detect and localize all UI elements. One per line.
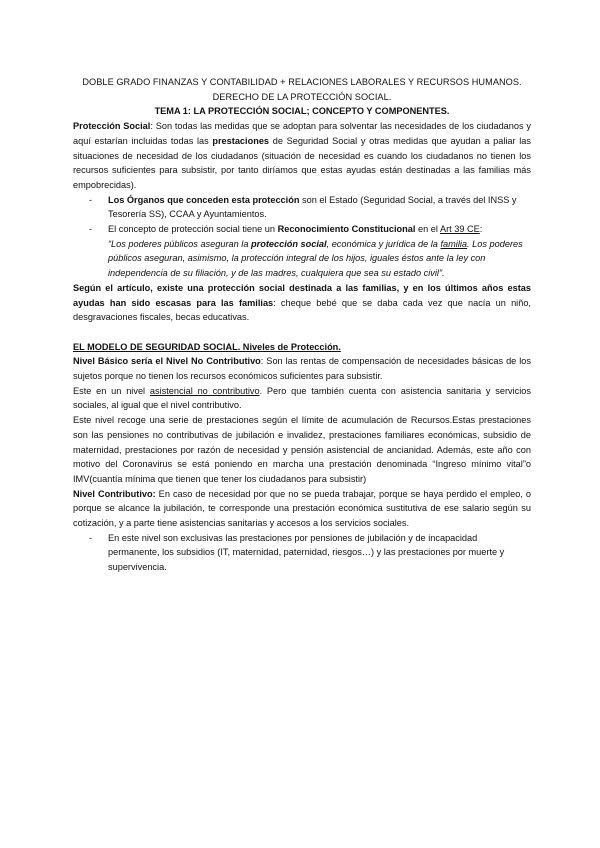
list-item-organos: - Los Órganos que conceden esta protección son el Estado (Seguridad Social, a través del INSS y Tesorería SS), CCAA y Ayuntamientos.: [108, 193, 531, 222]
article-reference: Art 39 CE: [439, 224, 480, 235]
paragraph-proteccion-social: Protección Social: Son todas las medidas que se adoptan para solventar las necesidades de los ciudadanos y aquí estarían incluidas todas las prestaciones de Seguridad Social y otras medidas que ayudan a paliar las situaciones de necesidad de los ciudadanos (situación de necesidad es cuando los ciudadanos no tienen los recursos suficientes para subsistir, por tanto diríamos que estas ayudas están destinadas a las familias más empobrecidas).: [73, 121, 531, 190]
paragraph-prestaciones: Este nivel recoge una serie de prestaciones según el límite de acumulación de Recursos.Estas prestaciones son las pensiones no contributivas de jubilación e invalidez, prestaciones familiares económicas, subsidio de maternidad, prestaciones por razón de necesidad y pensión asistencial de ancianidad. Además, este año con motivo del Coronavirus se está poniendo en marcha una prestación denominada “Ingreso mínimo vital”o IMV(cuantía mínima que tienen que tener los ciudadanos para subsistir): [73, 415, 531, 484]
header-course: DERECHO DE LA PROTECCIÓN SOCIAL.: [212, 91, 392, 102]
header-degree: DOBLE GRADO FINANZAS Y CONTABILIDAD + RELACIONES LABORALES Y RECURSOS HUMANOS.: [82, 77, 522, 87]
header-topic: TEMA 1: LA PROTECCIÓN SOCIAL; CONCEPTO Y COMPONENTES.: [154, 106, 450, 117]
paragraph-nivel-basico: Nivel Básico sería el Nivel No Contributivo: Son las rentas de compensación de necesidades básicas de los sujetos porque no tienen los recursos económicos suficientes para subsistir.: [73, 356, 531, 382]
list-item-reconocimiento: - El concepto de protección social tiene un Reconocimiento Constitucional en el Art 39 CE: “Los poderes públicos aseguran la protección social, económica y jurídica de la familia. Los poderes públicos aseguran, asimismo, la protección integral de los hijos, iguales éstos ante la ley con independencia de su filiación, y de las madres, cualquiera que sea su estado civil”.: [108, 222, 531, 281]
list-item-exclusivas: - En este nivel son exclusivas las prestaciones por pensiones de jubilación y de incapacidad permanente, los subsidios (IT, maternidad, paternidad, riesgos…) y las prestaciones por muerte y supervivencia.: [108, 531, 531, 575]
constitution-quote: “Los poderes públicos aseguran la protección social, económica y jurídica de la familia. Los poderes públicos aseguran, asimismo, la protección integral de los hijos, iguales éstos ante la ley con independencia de su filiación, y de las madres, cualquiera que sea su estado civil”.: [108, 238, 523, 279]
term-proteccion-social: Protección Social: [73, 121, 151, 132]
paragraph-nivel-asistencial: Este en un nivel asistencial no contributivo. Pero que también cuenta con asistencia sanitaria y servicios sociales, al igual que el nivel contributivo.: [73, 385, 531, 411]
list-contributivo: [73, 531, 531, 575]
document-page: [73, 75, 531, 575]
list-proteccion: [73, 193, 531, 281]
spacer: [73, 325, 531, 340]
paragraph-ayudas-familias: Según el artículo, existe una protección social destinada a las familias, y en los últimos años estas ayudas han sido escasas para las familias: cheque bebé que se daba cada vez que nacía un niño, desgravaciones fiscales, becas educativas.: [73, 282, 531, 323]
paragraph-nivel-contributivo: Nivel Contributivo: En caso de necesidad por que no se pueda trabajar, porque se haya perdido el empleo, o porque se alcance la jubilación, te corresponde una prestación económica sustitutiva de ese salario según su cotización, y a parte tiene asistencias sanitarias y accesos a los servicios sociales.: [73, 488, 531, 529]
section-title-modelo: EL MODELO DE SEGURIDAD SOCIAL. Niveles de Protección.: [73, 341, 341, 352]
